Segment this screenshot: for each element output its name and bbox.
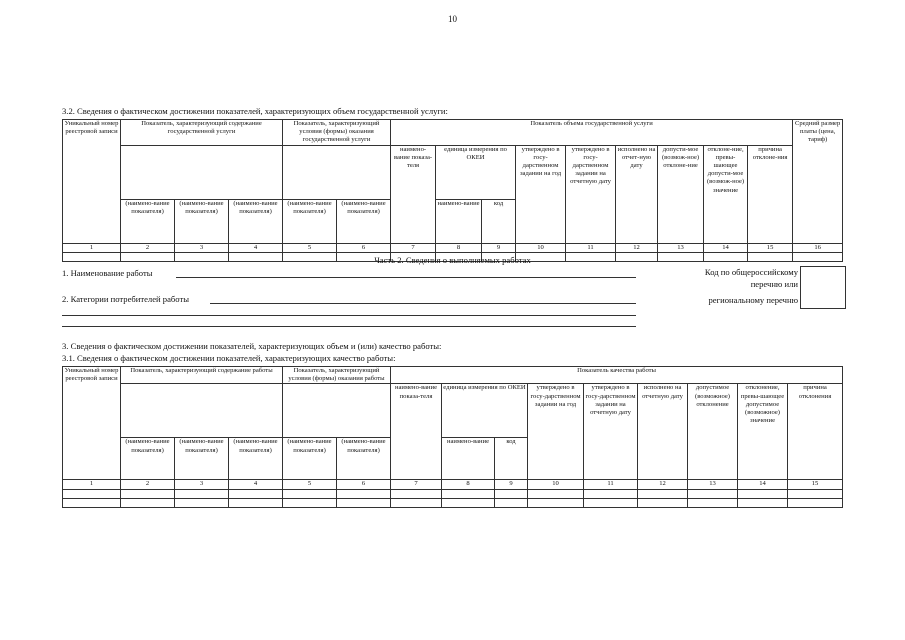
col-number: 8 xyxy=(436,243,482,252)
col-content: Показатель, характеризующий содержание государственной услуги xyxy=(121,120,283,146)
col-conditions: Показатель, характеризующий условия (формы) оказания государственной услуги xyxy=(283,120,391,146)
section-3-title: 3. Сведения о фактическом достижении показателей, характеризующих объем и (или) качество работы: xyxy=(62,341,442,351)
consumers-field-line-2[interactable] xyxy=(62,315,636,316)
col-number: 4 xyxy=(229,480,283,489)
col-done: исполнено на отчет-ную дату xyxy=(616,145,658,243)
col-approved-year: утверждено в госу-дарственном задании на год xyxy=(528,384,584,480)
col-number: 13 xyxy=(688,480,738,489)
table-row xyxy=(63,498,843,507)
col-number: 10 xyxy=(528,480,584,489)
consumers-field[interactable] xyxy=(210,303,636,304)
col-number: 7 xyxy=(391,243,436,252)
col-unit: единица измерения по ОКЕИ xyxy=(442,384,528,438)
table-row xyxy=(63,489,843,498)
col-number: 14 xyxy=(738,480,788,489)
col-number: 15 xyxy=(788,480,843,489)
col-number: 16 xyxy=(793,243,843,252)
col-number: 6 xyxy=(337,480,391,489)
col-number: 8 xyxy=(442,480,495,489)
pname: (наимено-вание показателя) xyxy=(337,438,391,480)
col-approved-year: утверждено в госу-дарственном задании на год xyxy=(516,145,566,243)
col-number: 1 xyxy=(63,243,121,252)
col-number: 3 xyxy=(175,480,229,489)
col-unit: единица измерения по ОКЕИ xyxy=(436,145,516,199)
col-reason: причина отклонения xyxy=(788,384,843,480)
consumers-field-line-3[interactable] xyxy=(62,326,636,327)
section-3-2-title: 3.2. Сведения о фактическом достижении показателей, характеризующих объем государственной услуги: xyxy=(62,106,448,116)
page-number: 10 xyxy=(448,14,457,24)
col-done: исполнено на отчетную дату xyxy=(638,384,688,480)
col-quality: Показатель качества работы xyxy=(391,367,843,384)
col-number: 11 xyxy=(584,480,638,489)
col-number: 2 xyxy=(121,243,175,252)
col-content: Показатель, характеризующий содержание работы xyxy=(121,367,283,384)
col-number: 6 xyxy=(337,243,391,252)
pname: (наимено-вание показателя) xyxy=(283,438,337,480)
col-ind-name: наимено-вание показа-теля xyxy=(391,384,442,480)
code-label-1: Код по общероссийскому xyxy=(704,267,798,277)
col-unit-code: код xyxy=(495,438,528,480)
consumers-label: 2. Категории потребителей работы xyxy=(62,294,189,304)
col-number: 9 xyxy=(482,243,516,252)
pname: (наимено-вание показателя) xyxy=(121,199,175,243)
col-unit-name: наимено-вание xyxy=(436,199,482,243)
col-registry: Уникальный номер реестровой записи xyxy=(63,367,121,480)
col-ind-name: наимено-вание показа-теля xyxy=(391,145,436,243)
volume-table xyxy=(62,119,843,262)
col-exceed: отклонение, превы-шающее допустимое (возможное) значение xyxy=(738,384,788,480)
col-conditions: Показатель, характеризующий условия (формы) оказания работы xyxy=(283,367,391,384)
col-unit-name: наимено-вание xyxy=(442,438,495,480)
pname: (наимено-вание показателя) xyxy=(337,199,391,243)
col-number: 10 xyxy=(516,243,566,252)
col-number: 5 xyxy=(283,480,337,489)
pname: (наимено-вание показателя) xyxy=(229,199,283,243)
col-number: 4 xyxy=(229,243,283,252)
code-label-3: региональному перечню xyxy=(708,295,798,305)
col-number: 15 xyxy=(748,243,793,252)
col-number: 11 xyxy=(566,243,616,252)
section-3-1-title: 3.1. Сведения о фактическом достижении показателей, характеризующих качество работы: xyxy=(62,353,396,363)
col-number: 12 xyxy=(638,480,688,489)
col-approved-date: утверждено в госу-дарственном задании на отчетную дату xyxy=(566,145,616,243)
col-allowed: допусти-мое (возмож-ное) отклоне-ние xyxy=(658,145,704,243)
pname: (наимено-вание показателя) xyxy=(283,199,337,243)
col-reason: причина отклоне-ния xyxy=(748,145,793,243)
work-name-field[interactable] xyxy=(176,277,636,278)
col-number: 2 xyxy=(121,480,175,489)
col-allowed: допустимое (возможное) отклонение xyxy=(688,384,738,480)
col-unit-code: код xyxy=(482,199,516,243)
col-number: 5 xyxy=(283,243,337,252)
col-number: 3 xyxy=(175,243,229,252)
pname: (наимено-вание показателя) xyxy=(175,438,229,480)
col-number: 13 xyxy=(658,243,704,252)
registry-code-box[interactable] xyxy=(800,266,846,309)
col-number: 7 xyxy=(391,480,442,489)
quality-table xyxy=(62,366,843,508)
col-number: 9 xyxy=(495,480,528,489)
pname: (наимено-вание показателя) xyxy=(175,199,229,243)
col-volume: Показатель объема государственной услуги xyxy=(391,120,793,146)
pname: (наимено-вание показателя) xyxy=(121,438,175,480)
code-label-2: перечню или xyxy=(750,279,798,289)
part2-title: Часть 2. Сведения о выполняемых работах xyxy=(374,255,531,265)
col-registry: Уникальный номер реестровой записи xyxy=(63,120,121,244)
work-name-label: 1. Наименование работы xyxy=(62,268,153,278)
col-number: 14 xyxy=(704,243,748,252)
col-number: 1 xyxy=(63,480,121,489)
pname: (наимено-вание показателя) xyxy=(229,438,283,480)
col-number: 12 xyxy=(616,243,658,252)
col-avg-fee: Средний размер платы (цена, тариф) xyxy=(793,120,843,244)
col-approved-date: утверждено в госу-дарственном задании на отчетную дату xyxy=(584,384,638,480)
col-exceed: отклоне-ние, превы-шающее допусти-мое (возмож-ное) значение xyxy=(704,145,748,243)
